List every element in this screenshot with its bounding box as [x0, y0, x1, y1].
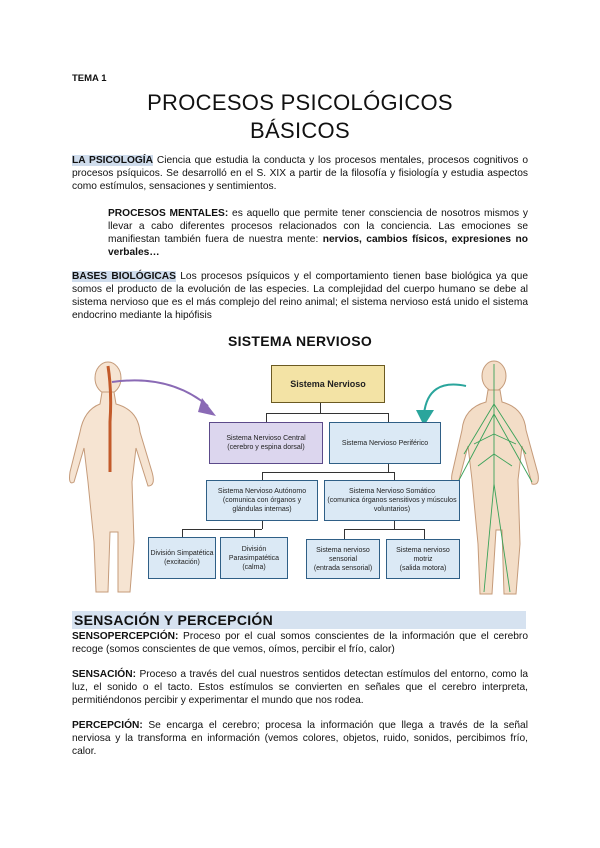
- box-motriz: [386, 539, 460, 579]
- box-central: [209, 422, 323, 464]
- connector: [424, 529, 425, 539]
- sensacion-paragraph: [72, 668, 528, 707]
- page-title: [72, 89, 528, 145]
- connector: [388, 413, 389, 422]
- sensacion-text: Proceso a través del cual nuestros sentidos detectan estímulos del entorno, como la luz, el sonido o el tacto. Estos estímulos se convierten en señales que el cerebro interpreta, permitiéndonos percibir y experimentar el mundo que nos rodea.: [72, 669, 528, 706]
- box-label: Sistema nervioso motriz: [396, 546, 450, 563]
- percepcion-text: Se encarga el cerebro; procesa la información que llega a través de la señal nerviosa y la transforma en información (vemos colores, objetos, ruido, sonidos, percibimos frío, calor.: [72, 720, 528, 757]
- tema-label: TEMA 1: [72, 73, 107, 84]
- box-sub: (salida motora): [399, 564, 447, 572]
- procesos-mentales-text: es aquello que permite tener consciencia de nosotros mismos y llevar a cabo diferentes procesos relacionados con la conciencia. Las emociones se manifiestan también fuera de nuestra mente:: [108, 208, 528, 245]
- psicologia-term: LA PSICOLOGÍA: [72, 155, 153, 166]
- arrow-central-icon: [110, 370, 230, 430]
- box-sistema-nervioso: [271, 365, 385, 403]
- connector: [320, 403, 321, 413]
- percepcion-term: PERCEPCIÓN:: [72, 720, 143, 731]
- box-somatico: [324, 480, 460, 521]
- box-autonomo: [206, 480, 318, 521]
- psicologia-paragraph: [72, 154, 528, 193]
- bases-term: BASES BIOLÓGICAS: [72, 271, 176, 282]
- section-heading-sensacion: SENSACIÓN Y PERCEPCIÓN: [72, 611, 526, 629]
- box-sub: (comunica órganos sensitivos y músculos voluntarios): [327, 497, 457, 513]
- connector: [262, 472, 394, 473]
- sensopercepcion-paragraph: [72, 630, 528, 656]
- box-sensorial: [306, 539, 380, 579]
- procesos-mentales-bold: nervios, cambios físicos, expresiones no verbales…: [108, 234, 529, 258]
- connector: [266, 413, 388, 414]
- box-periferico: [329, 422, 441, 464]
- bases-text: Los procesos psíquicos y el comportamiento tienen base biológica ya que somos el producto de la evolución de las especies. La complejidad del cuerpo humano se debe al sistema nervioso que es el más complejo del reino animal; el sistema nervioso está unido el sistema endocrino mediante la hipófisis: [72, 271, 528, 321]
- box-label: División Simpatética: [150, 550, 214, 557]
- percepcion-paragraph: [72, 719, 528, 758]
- connector: [344, 529, 345, 539]
- box-label: Sistema Nervioso Periférico: [341, 439, 429, 447]
- box-label: Sistema Nervioso Somático: [349, 488, 435, 495]
- box-sub: (calma): [242, 563, 266, 571]
- sensopercepcion-term: SENSOPERCEPCIÓN:: [72, 631, 179, 642]
- box-label: Sistema nervioso sensorial: [316, 546, 370, 563]
- box-label: División Parasimpatética: [228, 545, 280, 562]
- sensacion-term: SENSACIÓN:: [72, 669, 136, 680]
- bases-biologicas-paragraph: [72, 270, 528, 322]
- procesos-mentales-paragraph: [108, 207, 528, 259]
- connector: [394, 521, 395, 529]
- box-sub: (excitación): [164, 559, 200, 566]
- connector: [254, 529, 255, 537]
- connector: [262, 521, 263, 529]
- box-sub: (cerebro y espina dorsal): [227, 444, 305, 451]
- box-simpatica: [148, 537, 216, 579]
- box-sub: (comunica con órganos y glándulas internas): [222, 497, 302, 513]
- box-label: Sistema Nervioso Central: [226, 435, 306, 442]
- title-line-2: BÁSICOS: [250, 118, 350, 143]
- connector: [262, 472, 263, 480]
- connector: [182, 529, 262, 530]
- box-label: Sistema Nervioso: [290, 378, 366, 389]
- diagram-title: SISTEMA NERVIOSO: [227, 333, 373, 349]
- connector: [344, 529, 424, 530]
- sensopercepcion-text: Proceso por el cual somos conscientes de la información que el cerebro recoge (somos conscientes de que vemos, oímos, percibir el frío, calor): [72, 631, 528, 655]
- connector: [388, 464, 389, 472]
- connector: [394, 472, 395, 480]
- title-line-1: PROCESOS PSICOLÓGICOS: [147, 90, 453, 115]
- procesos-mentales-term: PROCESOS MENTALES:: [108, 208, 229, 219]
- psicologia-text: Ciencia que estudia la conducta y los procesos mentales, procesos cognitivos o procesos psíquicos. Se desarrolló en el S. XIX a partir de la filosofía y fisiología y estudia aspectos como estímulos, sensaciones y sentimientos.: [72, 155, 528, 192]
- box-label: Sistema Nervioso Autónomo: [217, 488, 307, 495]
- box-sub: (entrada sensorial): [313, 564, 373, 572]
- box-parasimpatica: [220, 537, 288, 579]
- connector: [266, 413, 267, 422]
- connector: [182, 529, 183, 537]
